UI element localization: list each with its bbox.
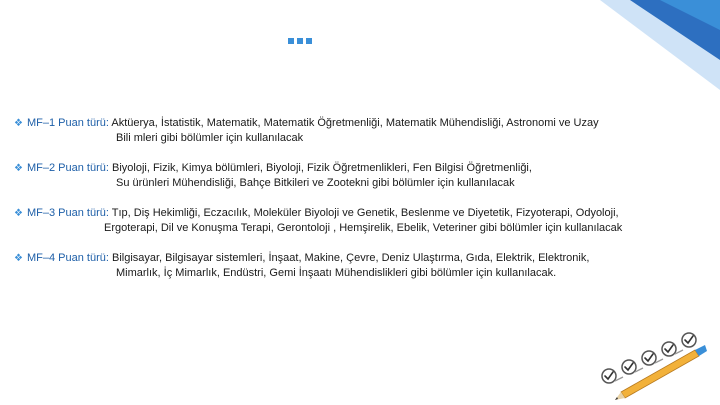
list-item	[14, 251, 694, 281]
checklist-pencil-icon	[595, 320, 710, 405]
item-text-line2: Mimarlık, İç Mimarlık, Endüstri, Gemi İnşaatı Mühendislikleri gibi bölümler için kullanılacak.	[116, 267, 557, 279]
diamond-bullet-icon: ❖	[14, 163, 23, 174]
score-prefix: Puan türü:	[58, 162, 109, 174]
score-code: MF–3	[26, 207, 56, 219]
score-code: MF–1	[26, 117, 56, 129]
score-prefix: Puan türü:	[58, 117, 109, 129]
score-prefix: Puan türü:	[58, 207, 109, 219]
item-text-line2: Ergoterapi, Dil ve Konuşma Terapi, Gerontoloji , Hemşirelik, Ebelik, Veteriner gibi bölümler için kullanılacak	[104, 222, 623, 234]
score-type-list	[14, 116, 694, 296]
list-item	[14, 161, 694, 191]
item-text-line1: Bilgisayar, Bilgisayar sistemleri, İnşaat, Makine, Çevre, Deniz Ulaştırma, Gıda, Elektrik, Elektronik,	[111, 252, 590, 264]
dots-icon	[288, 38, 312, 44]
score-code: MF–2	[26, 162, 56, 174]
item-text-line2: Su ürünleri Mühendisliği, Bahçe Bitkileri ve Zootekni gibi bölümler için kullanılacak	[116, 177, 515, 189]
diamond-bullet-icon: ❖	[14, 253, 23, 264]
diamond-bullet-icon: ❖	[14, 208, 23, 219]
list-item	[14, 206, 694, 236]
score-prefix: Puan türü:	[58, 252, 109, 264]
score-code: MF–4	[26, 252, 56, 264]
item-text-line2: Bili mleri gibi bölümler için kullanılacak	[116, 132, 304, 144]
diamond-bullet-icon: ❖	[14, 118, 23, 129]
item-text-line1: Biyoloji, Fizik, Kimya bölümleri, Biyoloji, Fizik Öğretmenlikleri, Fen Bilgisi Öğretmenliği,	[111, 162, 532, 174]
list-item	[14, 116, 694, 146]
item-text-line1: Aktüerya, İstatistik, Matematik, Matematik Öğretmenliği, Matematik Mühendisliği, Astronomi ve Uzay	[111, 117, 599, 129]
corner-decoration	[590, 0, 720, 90]
item-text-line1: Tıp, Diş Hekimliği, Eczacılık, Moleküler Biyoloji ve Genetik, Beslenme ve Diyetetik, Fizyoterapi, Odyoloji,	[111, 207, 619, 219]
